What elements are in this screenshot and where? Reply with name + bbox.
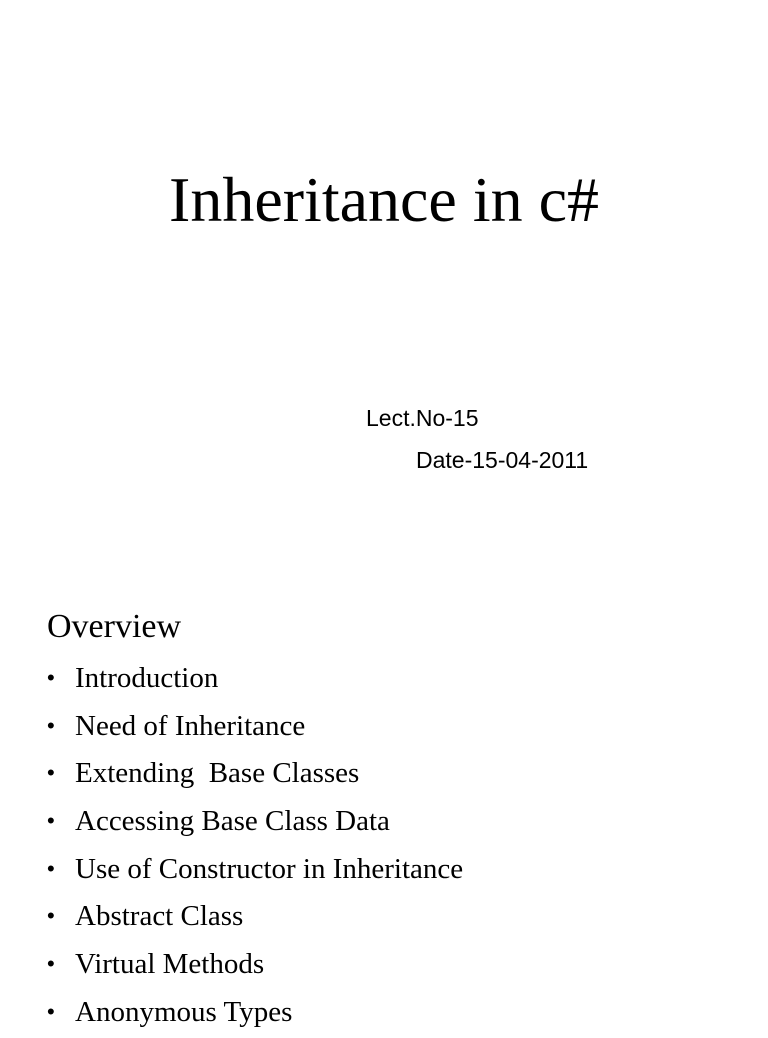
overview-list: [47, 656, 463, 1038]
list-item: [47, 847, 463, 895]
bullet-icon: •: [47, 808, 55, 834]
bullet-icon: •: [47, 712, 55, 738]
list-item: [47, 894, 463, 942]
list-item: [47, 990, 463, 1038]
list-item: [47, 751, 463, 799]
list-item-text: Introduction: [75, 662, 219, 694]
list-item-text: Anonymous Types: [75, 995, 293, 1028]
list-item: [47, 942, 463, 990]
lecture-number: Lect.No-15: [366, 405, 479, 431]
list-item-text: Accessing Base Class Data: [75, 805, 390, 838]
bullet-icon: •: [47, 855, 55, 881]
bullet-icon: •: [47, 951, 55, 977]
bullet-icon: •: [47, 998, 55, 1024]
list-item-text: Virtual Methods: [75, 948, 265, 981]
list-item-text: Extending Base Classes: [75, 757, 360, 790]
list-item: [47, 799, 463, 847]
list-item-text: Use of Constructor in Inheritance: [75, 852, 464, 885]
list-item: [47, 704, 463, 752]
list-item: [47, 656, 463, 704]
bullet-icon: •: [47, 903, 55, 929]
overview-heading: Overview: [47, 608, 182, 645]
lecture-date: Date-15-04-2011: [416, 447, 589, 473]
list-item-text: Abstract Class: [75, 900, 244, 933]
bullet-icon: •: [47, 665, 55, 690]
list-item-text: Need of Inheritance: [75, 709, 306, 742]
slide-title: Inheritance in c#: [169, 164, 599, 235]
bullet-icon: •: [47, 760, 55, 786]
